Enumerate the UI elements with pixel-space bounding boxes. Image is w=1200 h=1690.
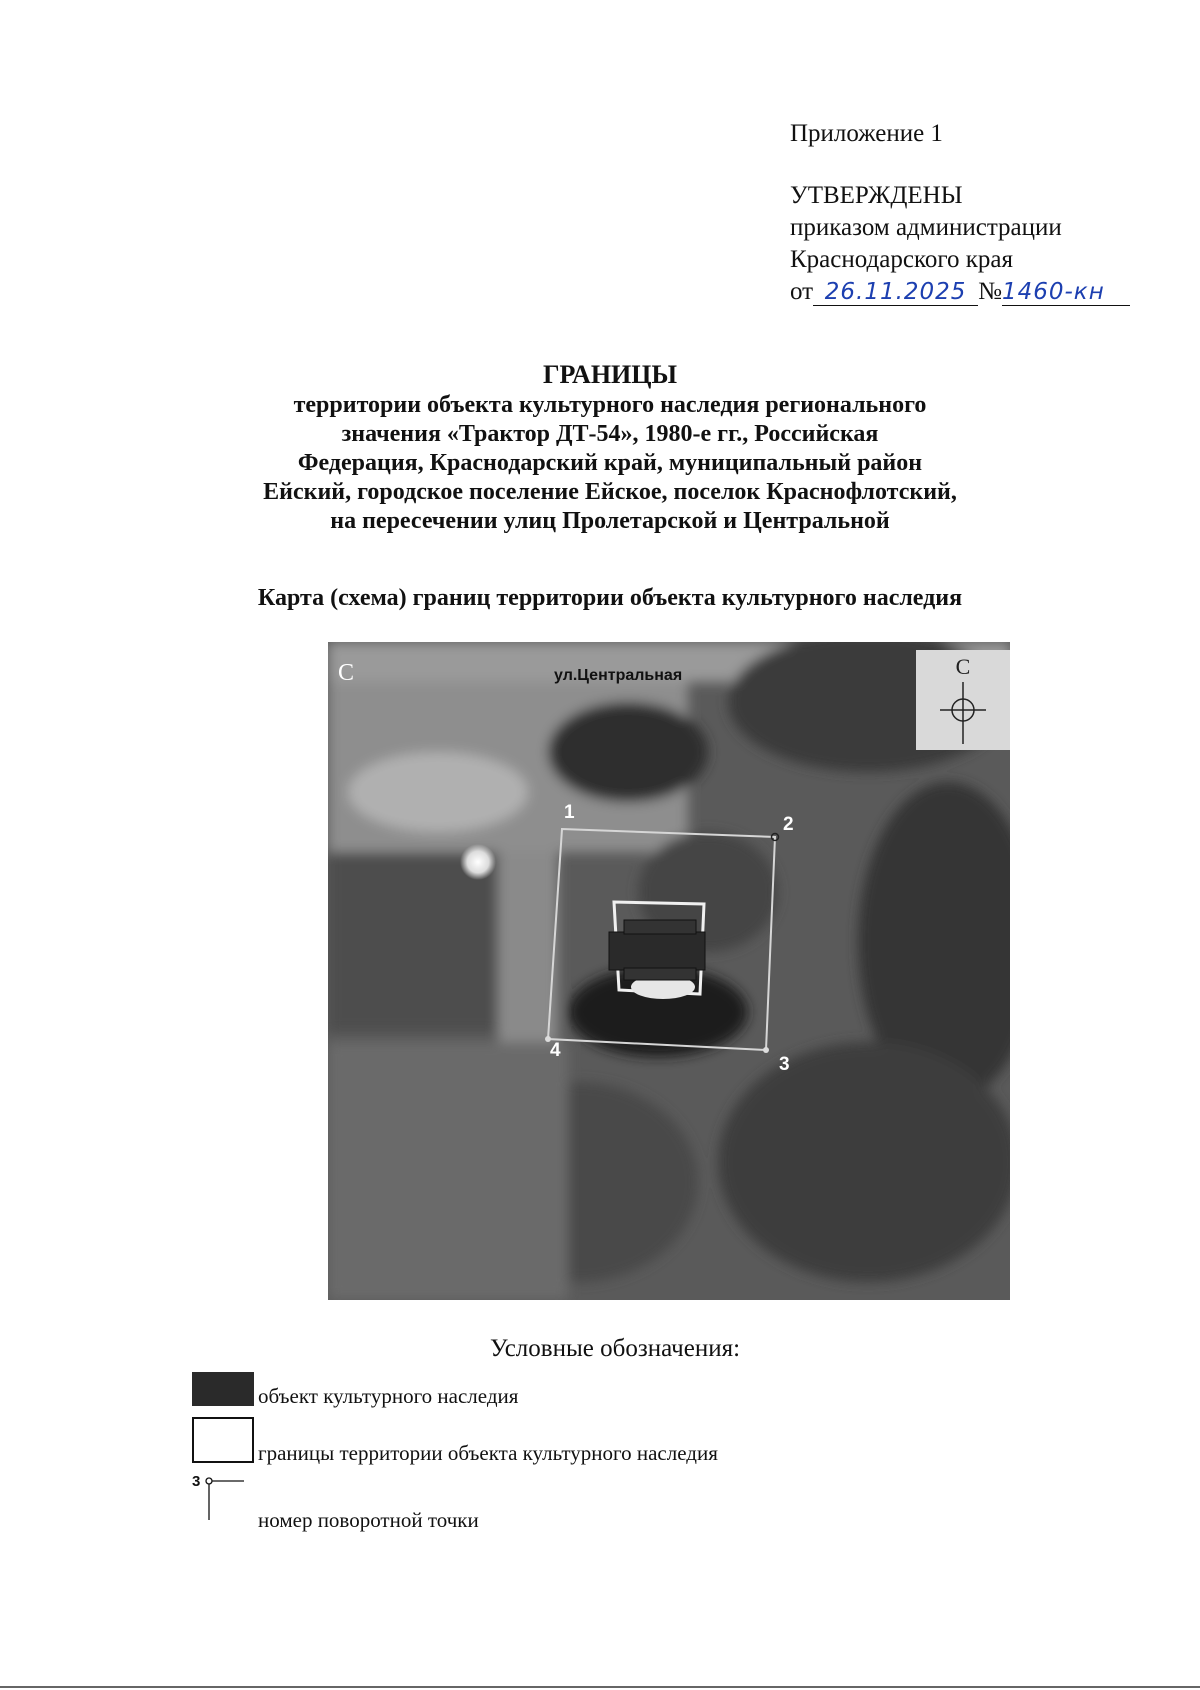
compass-icon	[916, 650, 1010, 750]
legend-title: Условные обозначения:	[490, 1335, 741, 1362]
appendix-label: Приложение 1	[790, 120, 943, 147]
title-line: на пересечении улиц Пролетарской и Центральной	[330, 508, 890, 534]
map-corner-label: С	[338, 660, 355, 686]
legend-label: объект культурного наследия	[258, 1384, 519, 1408]
approval-date-number-line	[790, 276, 1130, 308]
map-caption: Карта (схема) границ территории объекта культурного наследия	[257, 585, 963, 611]
date-prefix: от	[790, 278, 814, 305]
approval-number: 1460-кн	[1001, 279, 1105, 305]
object-part	[624, 968, 696, 980]
approval-block	[790, 118, 1130, 308]
title-line: Ейский, городское поселение Ейское, поселок Краснофлотский,	[263, 479, 957, 505]
legend-label: номер поворотной точки	[258, 1508, 479, 1532]
legend-label: границы территории объекта культурного наследия	[258, 1441, 718, 1465]
street-label: ул.Центральная	[554, 667, 683, 684]
bright-spot	[460, 844, 496, 880]
north-letter: С	[955, 654, 971, 679]
object-swatch	[192, 1372, 254, 1406]
point-label-2: 2	[783, 814, 794, 835]
point-label-3: 3	[779, 1054, 790, 1075]
title-line: Федерация, Краснодарский край, муниципальный район	[297, 450, 923, 476]
boundary-swatch	[192, 1417, 254, 1463]
north-arrow	[916, 650, 1010, 750]
approved-by-line: приказом администрации	[790, 214, 1062, 241]
approved-region-line: Краснодарского края	[790, 246, 1013, 273]
vertex-marker	[763, 1047, 769, 1053]
cultural-heritage-object	[609, 932, 705, 970]
page-bottom-edge	[0, 1686, 1200, 1688]
turning-point-icon	[192, 1470, 252, 1522]
title-line: значения «Трактор ДТ-54», 1980-е гг., Российская	[341, 421, 879, 447]
map-background	[328, 642, 1010, 1300]
document-title	[200, 360, 1020, 536]
approved-label: УТВЕРЖДЕНЫ	[790, 182, 963, 209]
point-label-4: 4	[550, 1040, 561, 1061]
object-part	[624, 920, 696, 934]
point-label-1: 1	[564, 802, 575, 823]
sample-point-number: 3	[192, 1473, 201, 1490]
boundary-map	[328, 642, 1010, 1300]
number-prefix: №	[978, 278, 1002, 305]
title-main: ГРАНИЦЫ	[542, 360, 678, 389]
approval-date: 26.11.2025	[824, 279, 967, 305]
title-line: территории объекта культурного наследия регионального	[293, 392, 927, 418]
